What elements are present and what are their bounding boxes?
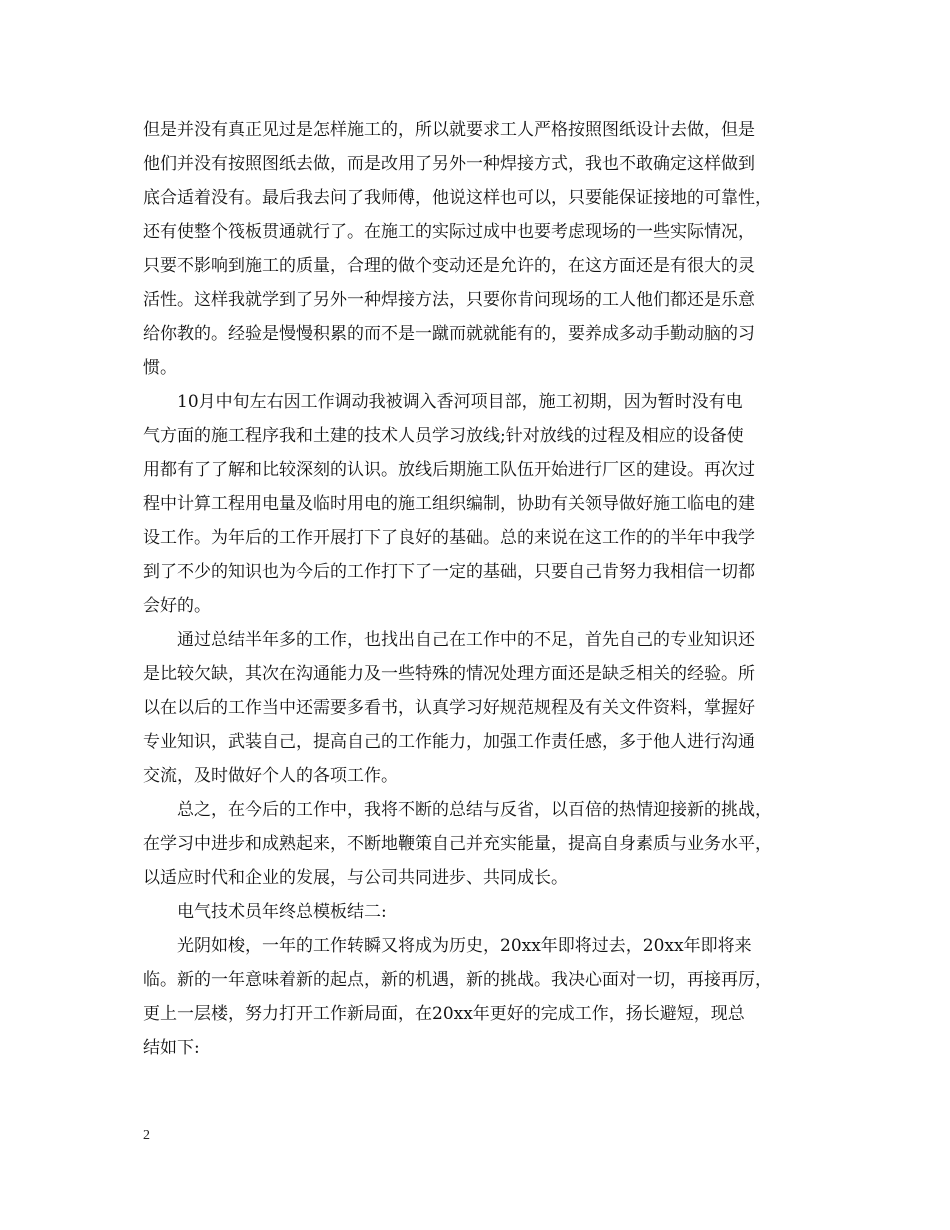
text-line: 以在以后的工作当中还需要多看书，认真学习好规范规程及有关文件资料，掌握好 bbox=[143, 698, 755, 718]
text-line: 程中计算工程用电量及临时用电的施工组织编制，协助有关领导做好施工临电的建 bbox=[143, 494, 755, 514]
text-line: 会好的。 bbox=[143, 596, 211, 616]
text-line: 总之，在今后的工作中，我将不断的总结与反省，以百倍的热情迎接新的挑战， bbox=[177, 800, 772, 820]
text-line: 他们并没有按照图纸去做，而是改用了另外一种焊接方式，我也不敢确定这样做到 bbox=[143, 154, 755, 174]
text-line: 10月中旬左右因工作调动我被调入香河项目部，施工初期，因为暂时没有电 bbox=[177, 392, 743, 412]
text-line: 只要不影响到施工的质量，合理的做个变动还是允许的，在这方面还是有很大的灵 bbox=[143, 256, 755, 276]
text-line: 更上一层楼，努力打开工作新局面，在20xx年更好的完成工作，扬长避短，现总 bbox=[143, 1004, 745, 1024]
text-line: 光阴如梭，一年的工作转瞬又将成为历史，20xx年即将过去，20xx年即将来 bbox=[177, 936, 752, 956]
text-line: 到了不少的知识也为今后的工作打下了一定的基础，只要自己肯努力我相信一切都 bbox=[143, 562, 755, 582]
text-line: 电气技术员年终总模板结二: bbox=[177, 902, 387, 922]
paragraph-3 bbox=[143, 623, 815, 793]
text-line: 交流，及时做好个人的各项工作。 bbox=[143, 766, 398, 786]
paragraph-1 bbox=[143, 113, 815, 385]
text-line: 但是并没有真正见过是怎样施工的，所以就要求工人严格按照图纸设计去做，但是 bbox=[143, 120, 755, 140]
text-line: 以适应时代和企业的发展，与公司共同进步、共同成长。 bbox=[143, 868, 568, 888]
text-line: 还有使整个筏板贯通就行了。在施工的实际过成中也要考虑现场的一些实际情况， bbox=[143, 222, 755, 242]
text-line: 在学习中进步和成熟起来，不断地鞭策自己并充实能量，提高自身素质与业务水平， bbox=[143, 834, 772, 854]
text-line: 用都有了了解和比较深刻的认识。放线后期施工队伍开始进行厂区的建设。再次过 bbox=[143, 460, 755, 480]
text-line: 是比较欠缺，其次在沟通能力及一些特殊的情况处理方面还是缺乏相关的经验。所 bbox=[143, 664, 755, 684]
text-line: 底合适着没有。最后我去问了我师傅，他说这样也可以，只要能保证接地的可靠性， bbox=[143, 188, 772, 208]
text-line: 气方面的施工程序我和土建的技术人员学习放线;针对放线的过程及相应的设备使 bbox=[143, 426, 744, 446]
document-body bbox=[143, 113, 815, 1065]
paragraph-4 bbox=[143, 793, 815, 895]
text-line: 通过总结半年多的工作，也找出自己在工作中的不足，首先自己的专业知识还 bbox=[177, 630, 755, 650]
text-line: 结如下: bbox=[143, 1038, 200, 1058]
text-line: 临。新的一年意味着新的起点，新的机遇，新的挑战。我决心面对一切，再接再厉， bbox=[143, 970, 772, 990]
paragraph-2 bbox=[143, 385, 815, 623]
section-heading bbox=[143, 895, 815, 929]
text-line: 专业知识，武装自己，提高自己的工作能力，加强工作责任感，多于他人进行沟通 bbox=[143, 732, 755, 752]
text-line: 设工作。为年后的工作开展打下了良好的基础。总的来说在这工作的的半年中我学 bbox=[143, 528, 755, 548]
paragraph-6 bbox=[143, 929, 815, 1065]
text-line: 活性。这样我就学到了另外一种焊接方法，只要你肯问现场的工人他们都还是乐意 bbox=[143, 290, 755, 310]
text-line: 惯。 bbox=[143, 358, 177, 378]
page-number: 2 bbox=[143, 1128, 150, 1143]
text-line: 给你教的。经验是慢慢积累的而不是一蹴而就就能有的，要养成多动手勤动脑的习 bbox=[143, 324, 755, 344]
